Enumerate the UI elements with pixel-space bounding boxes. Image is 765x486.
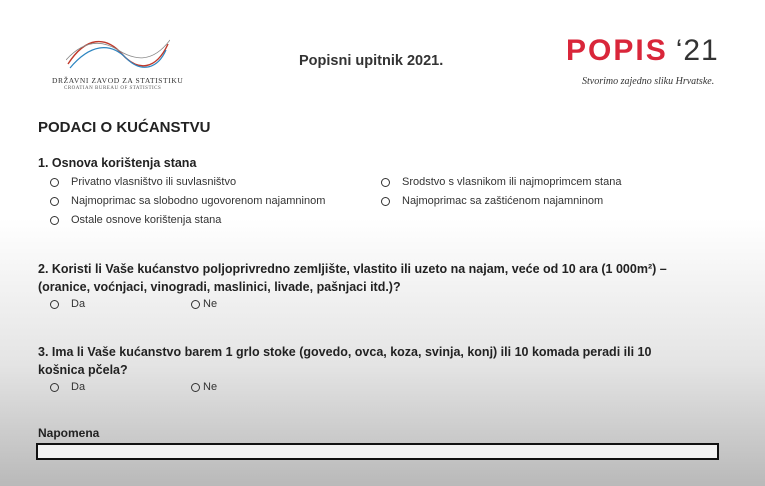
q1-option-other[interactable] — [50, 214, 221, 226]
census-year: ‘21 — [675, 34, 719, 67]
q2-title-line2: (oranice, voćnjaci, vinogradi, maslinici, livade, pašnjaci itd.)? — [38, 280, 401, 294]
option-label: Srodstvo s vlasnikom ili najmoprimcem stana — [402, 176, 622, 188]
dzs-logo — [40, 30, 190, 100]
census-logo-text: POPIS — [566, 34, 668, 67]
option-label: Najmoprimac sa slobodno ugovorenom najamninom — [71, 195, 326, 207]
q2-option-no[interactable] — [191, 298, 217, 310]
q3-title-line2: košnica pčela? — [38, 363, 128, 377]
census-logo — [566, 34, 719, 68]
note-input[interactable] — [36, 443, 719, 460]
q2-option-yes[interactable] — [50, 298, 85, 310]
q2-title — [38, 260, 667, 296]
option-label: Privatno vlasništvo ili suvlasništvo — [71, 176, 237, 188]
q2-title-line1: 2. Koristi li Vaše kućanstvo poljoprivredno zemljište, vlastito ili uzeto na najam, veće od 10 ara (1 000m²) – — [38, 262, 667, 276]
q1-option-kinship[interactable] — [381, 176, 621, 188]
org-name: DRŽAVNI ZAVOD ZA STATISTIKU — [52, 76, 184, 85]
option-label: Da — [71, 381, 86, 393]
note-label: Napomena — [38, 426, 100, 440]
radio-button[interactable] — [381, 178, 390, 187]
option-label: Da — [71, 298, 86, 310]
radio-button[interactable] — [50, 300, 59, 309]
q1-option-free-rent[interactable] — [50, 195, 325, 207]
org-name-en: CROATIAN BUREAU OF STATISTICS — [64, 86, 162, 91]
radio-button[interactable] — [50, 197, 59, 206]
radio-button[interactable] — [50, 216, 59, 225]
radio-button[interactable] — [50, 178, 59, 187]
census-tagline: Stvorimo zajedno sliku Hrvatske. — [582, 76, 715, 87]
q3-option-no[interactable] — [191, 381, 217, 393]
q1-option-protected-rent[interactable] — [381, 195, 603, 207]
q3-title — [38, 343, 651, 379]
q1-title: 1. Osnova korištenja stana — [38, 156, 197, 170]
q3-option-yes[interactable] — [50, 381, 85, 393]
document-title: Popisni upitnik 2021. — [299, 53, 444, 69]
radio-button[interactable] — [191, 383, 200, 392]
option-label: Ne — [203, 298, 218, 310]
option-label: Ostale osnove korištenja stana — [71, 214, 222, 226]
option-label: Ne — [203, 381, 218, 393]
section-title: PODACI O KUĆANSTVU — [38, 119, 211, 136]
radio-button[interactable] — [50, 383, 59, 392]
radio-button[interactable] — [381, 197, 390, 206]
dzs-wave-icon — [66, 34, 170, 74]
q1-option-private-ownership[interactable] — [50, 176, 236, 188]
radio-button[interactable] — [191, 300, 200, 309]
option-label: Najmoprimac sa zaštićenom najamninom — [402, 195, 604, 207]
q3-title-line1: 3. Ima li Vaše kućanstvo barem 1 grlo stoke (govedo, ovca, koza, svinja, konj) ili 10 komada peradi ili 10 — [38, 345, 652, 359]
